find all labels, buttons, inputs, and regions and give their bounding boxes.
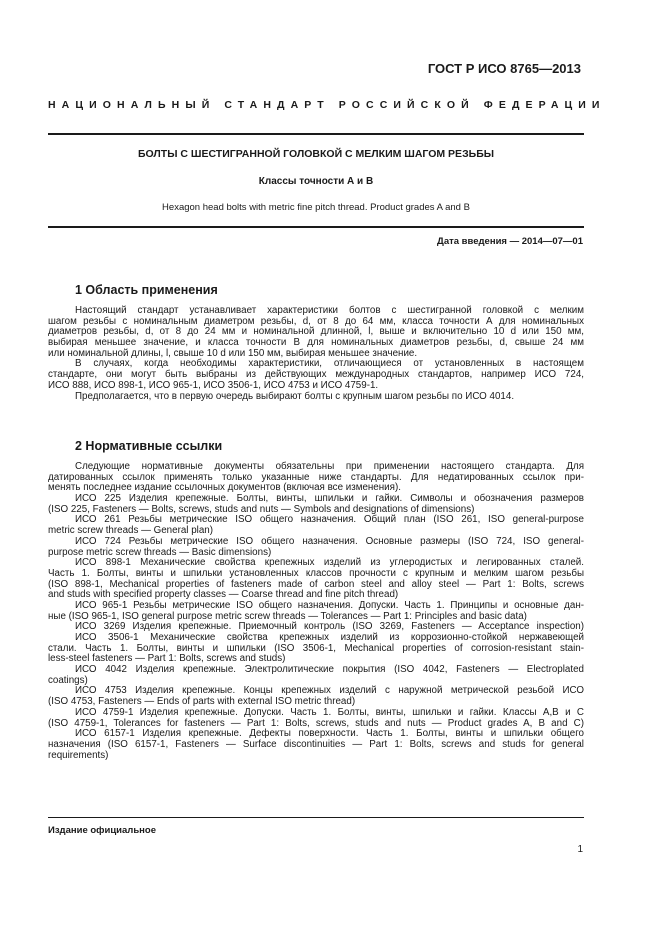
paragraph-line: Предполагается, что в первую очередь выбирают болты с крупным шагом резьбы по ИСО 4014. <box>75 390 515 402</box>
paragraph-line: Следующие нормативные документы обязательны при применении настоящего стандарта. Для <box>75 461 584 472</box>
reference-line: purpose metric screw threads — Basic dimensions) <box>48 546 272 558</box>
document-title: БОЛТЫ С ШЕСТИГРАННОЙ ГОЛОВКОЙ С МЕЛКИМ ШАГОМ РЕЗЬБЫ <box>137 148 495 160</box>
footer-rule <box>48 817 584 818</box>
reference-line: ИСО 4042 Изделия крепежные. Электролитические покрытия (ISO 4042, Fasteners — Electroplated <box>75 664 584 676</box>
paragraph-line: шагом резьбы с номинальным диаметром резьбы, d, от 8 до 64 мм, класса точности А для номинальных <box>48 315 584 327</box>
introduction-date: Дата введения — 2014—07—01 <box>437 236 583 247</box>
paragraph-line: В случаях, когда необходимы характеристики, отличающиеся от установленных в настоящем <box>75 358 584 370</box>
reference-line: (ISO 898-1, Mechanical properties of fasteners made of carbon steel and alloy steel — Part 1: Bolts, screws <box>48 578 584 590</box>
section-1-heading: 1 Область применения <box>75 283 218 297</box>
document-id: ГОСТ Р ИСО 8765—2013 <box>427 61 581 76</box>
national-standard-heading: НАЦИОНАЛЬНЫЙ СТАНДАРТ РОССИЙСКОЙ ФЕДЕРАЦИИ <box>48 99 606 111</box>
reference-line: (ISO 225, Fasteners — Bolts, screws, studs and nuts — Symbols and designations of dimensions) <box>48 503 475 515</box>
english-title: Hexagon head bolts with metric fine pitch thread. Product grades A and B <box>162 202 470 213</box>
reference-line: назначения (ISO 6157-1, Fasteners — Surface discontinuities — Part 1: Bolts, screws and studs for general <box>48 738 584 750</box>
reference-line: ИСО 4759-1 Изделия крепежные. Допуски. Часть 1. Болты, винты, шпильки и гайки. Классы А,В и С <box>75 706 584 718</box>
paragraph-line: стандарте, они могут быть выбраны из действующих международных стандартов, например ИСО 724, <box>48 369 584 381</box>
reference-line: ИСО 965-1 Резьбы метрические ISO общего назначения. Допуски. Часть 1. Принципы и основные дан- <box>75 599 584 611</box>
section-1-body <box>48 306 584 402</box>
reference-line: and studs with specified property classes — Coarse thread and fine pitch thread) <box>48 589 399 601</box>
reference-line: (ISO 4759-1, Tolerances for fasteners — Part 1: Bolts, screws, studs and nuts — Product grades A, B and C) <box>48 717 584 729</box>
paragraph-line: диаметров резьбы, d, от 8 до 24 мм и номинальной длинной, l, выше и включительно 10 d или 150 мм, <box>48 326 584 338</box>
header-rule <box>48 133 584 135</box>
paragraph-line: менять последнее издание ссылочных документов (включая все изменения). <box>48 482 401 494</box>
paragraph-line: ИСО 888, ИСО 898-1, ИСО 965-1, ИСО 3506-1, ИСО 4753 и ИСО 4759-1. <box>48 379 379 391</box>
reference-line: стали. Часть 1. Болты, винты и шпильки (ISO 3506-1, Mechanical properties of corrosion-resistant stain- <box>48 642 584 654</box>
paragraph-line: выбирая меньшее значение, и класса точности В для номинальных диаметров резьбы, d, свыше 24 мм <box>48 337 584 349</box>
paragraph-line: Настоящий стандарт устанавливает характеристики болтов с шестигранной головкой с мелким <box>75 305 584 316</box>
reference-line: coatings) <box>48 674 88 686</box>
page-number: 1 <box>577 844 583 855</box>
reference-line: metric screw threads — General plan) <box>48 525 213 537</box>
reference-line: ИСО 3506-1 Механические свойства крепежных изделий из коррозионно-стойкой нержавеющей <box>75 632 584 643</box>
reference-line: ИСО 3269 Изделия крепежные. Приемочный контроль (ISO 3269, Fasteners — Acceptance inspection) <box>75 621 584 633</box>
reference-line: ИСО 724 Резьбы метрические ISO общего назначения. Основные размеры (ISO 724, ISO general- <box>75 535 584 547</box>
official-edition-label: Издание официальное <box>48 825 156 836</box>
paragraph-line: или номинальной длины, l, свыше 10 d или 150 мм, выбирая меньшее значение. <box>48 347 418 359</box>
reference-line: ИСО 225 Изделия крепежные. Болты, винты, шпильки и гайки. Символы и обозначения размеров <box>75 493 584 505</box>
document-subtitle: Классы точности А и В <box>258 176 374 187</box>
reference-line: requirements) <box>48 749 109 761</box>
title-rule <box>48 226 584 228</box>
reference-line: (ISO 4753, Fasteners — Ends of parts with external ISO metric thread) <box>48 696 356 708</box>
reference-line: ИСО 898-1 Механические свойства крепежных изделий из углеродистых и легированных сталей. <box>75 557 584 569</box>
reference-line: Часть 1. Болты, винты и шпильки установленных классов прочности с крупным и мелким шагом резьбы <box>48 567 584 579</box>
reference-line: ные (ISO 965-1, ISO general purpose metric screw threads — Tolerances — Part 1: Principles and basic data) <box>48 610 527 622</box>
section-2-body <box>48 462 584 761</box>
paragraph-line: датированных ссылок применять только указанные ниже стандарты. Для недатированных ссылок при- <box>48 471 584 483</box>
reference-line: ИСО 4753 Изделия крепежные. Концы крепежных изделий с наружной метрической резьбой ИСО <box>75 685 584 697</box>
reference-line: ИСО 261 Резьбы метрические ISO общего назначения. Общий план (ISO 261, ISO general-purpose <box>75 514 584 526</box>
section-2-heading: 2 Нормативные ссылки <box>75 439 223 453</box>
reference-line: less-steel fasteners — Part 1: Bolts, screws and studs) <box>48 653 286 665</box>
reference-line: ИСО 6157-1 Изделия крепежные. Дефекты поверхности. Часть 1. Болты, винты и шпильки общего <box>75 728 584 740</box>
